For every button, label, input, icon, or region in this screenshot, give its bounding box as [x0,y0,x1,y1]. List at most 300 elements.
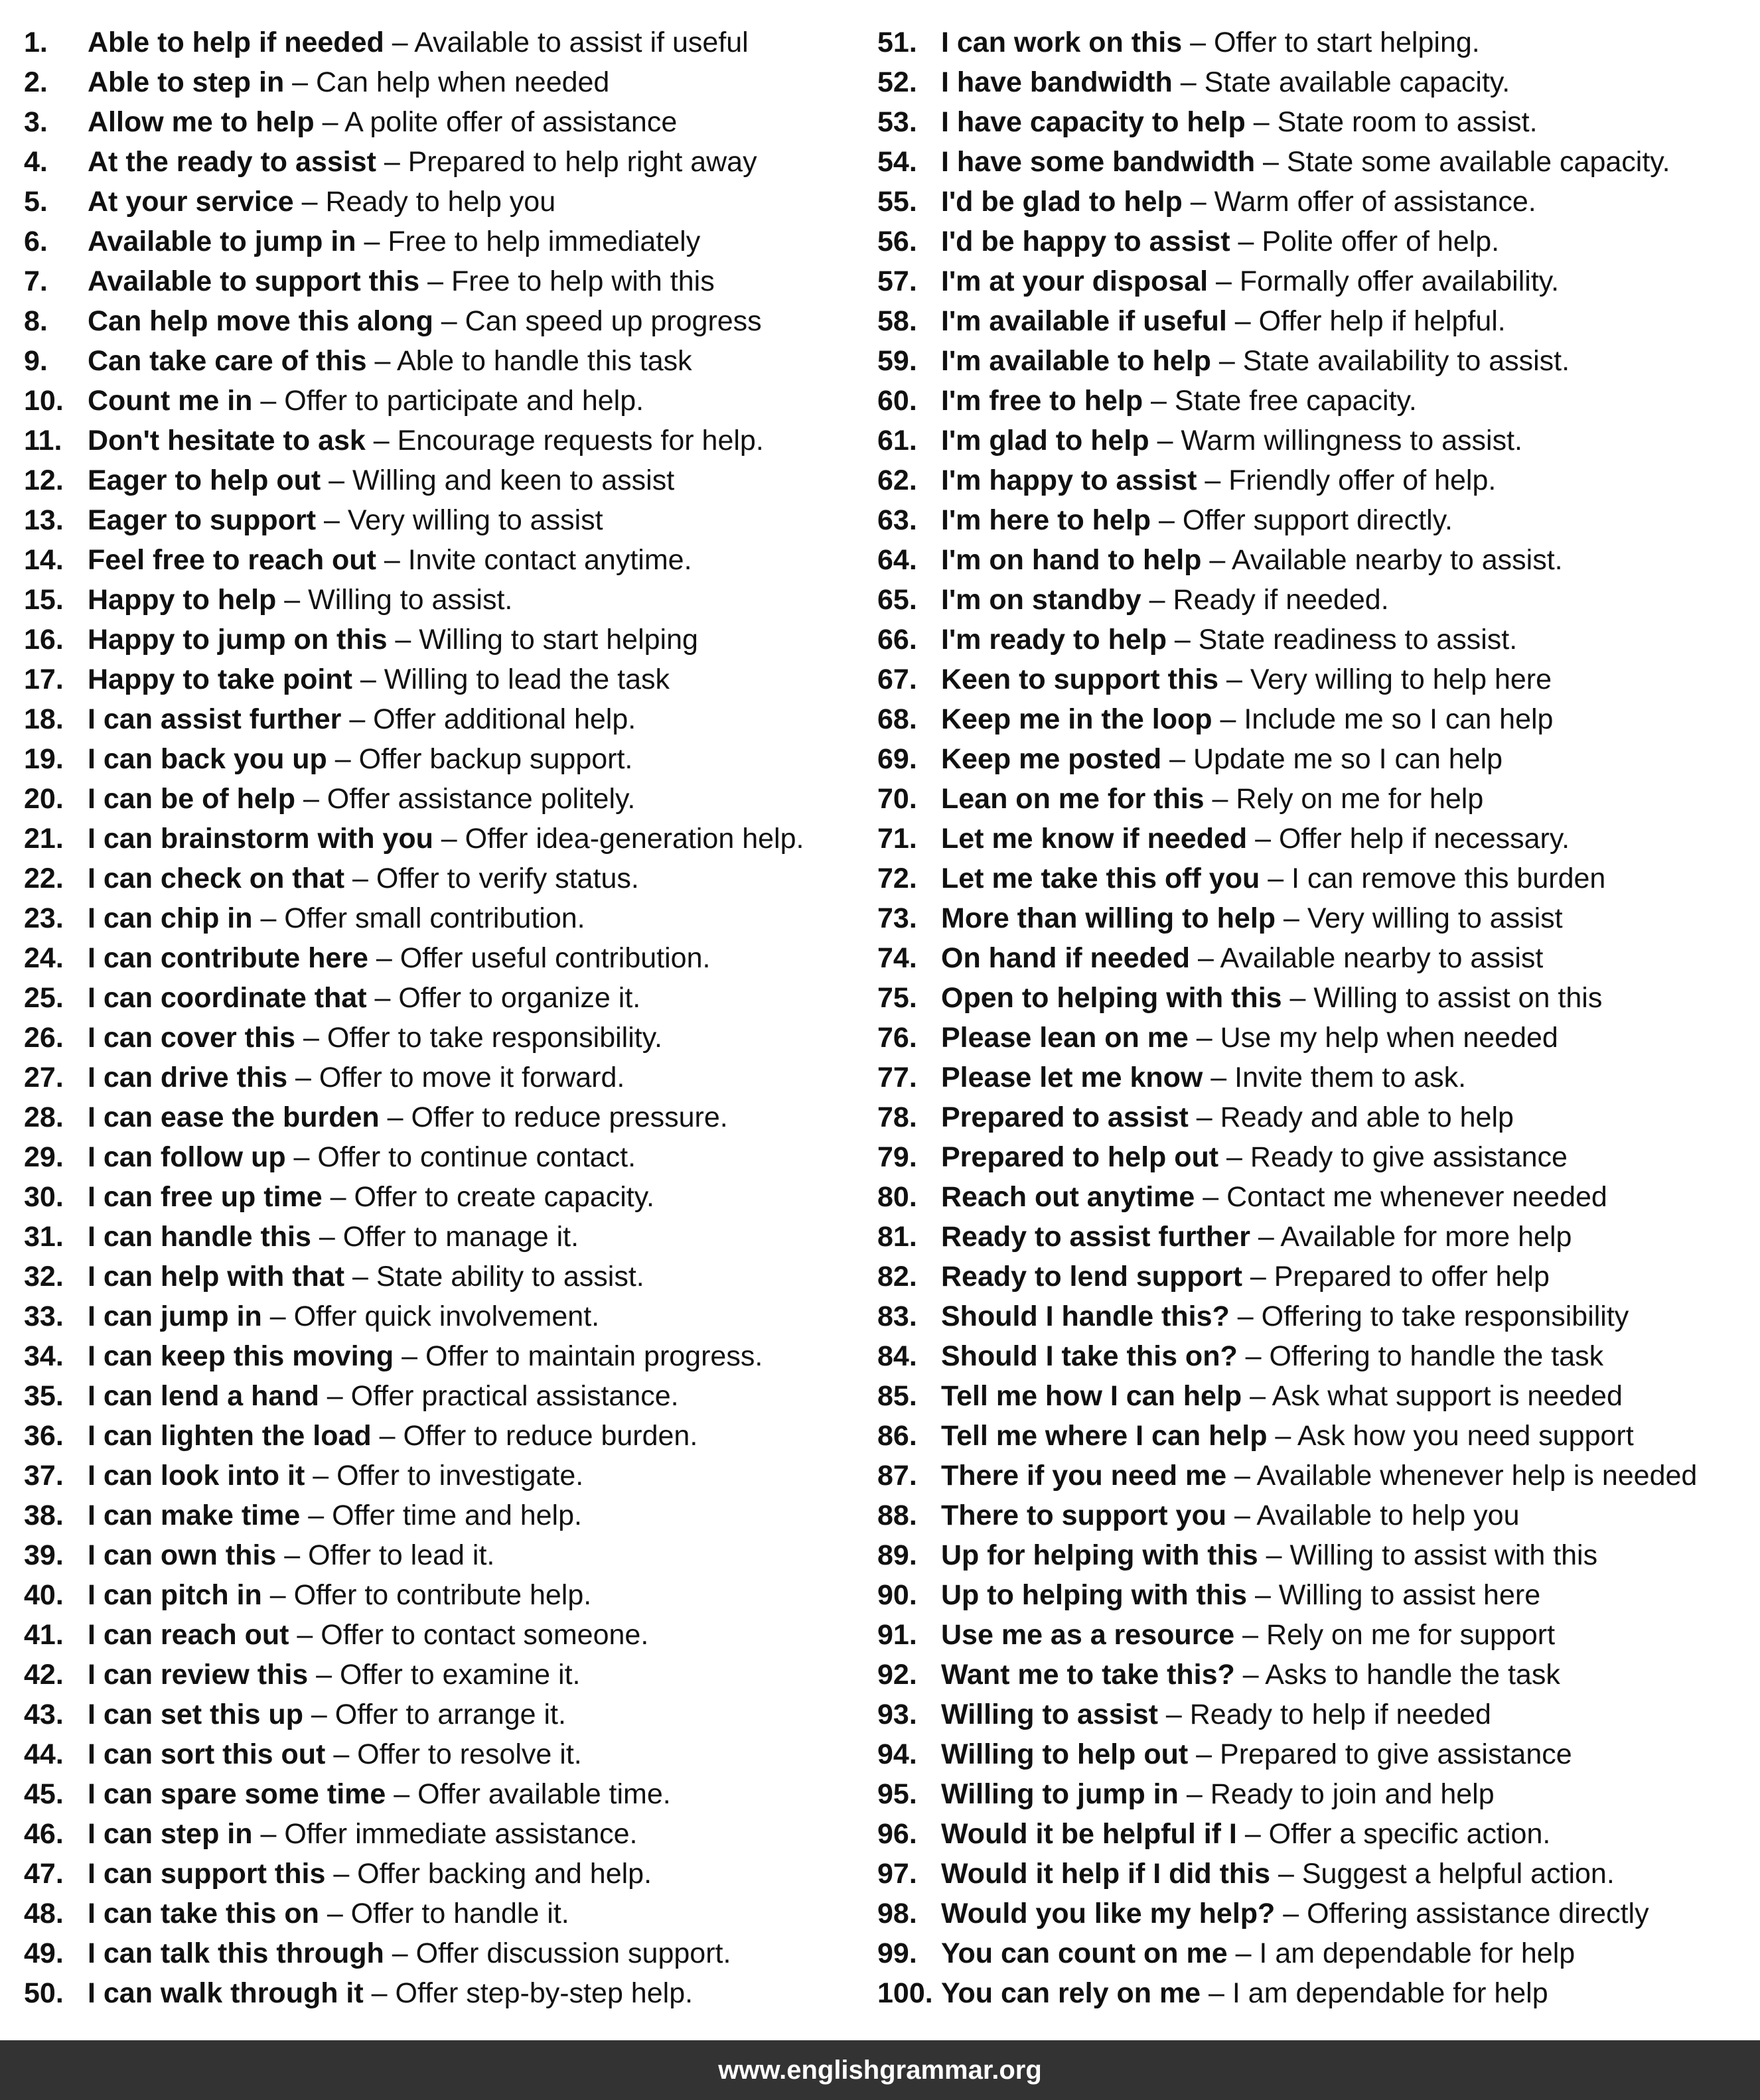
item-phrase: Can take care of this [88,345,367,377]
item-description: – I am dependable for help [1227,1937,1576,1969]
item-description: – Ready to help if needed [1157,1699,1491,1730]
item-number: 81. [877,1221,917,1253]
item-description: – Offer additional help. [341,703,636,735]
item-number: 66. [877,624,917,656]
item-description: – Invite contact anytime. [376,544,692,576]
item-phrase: Don't hesitate to ask [88,425,366,456]
item-phrase: I can pitch in [88,1579,262,1611]
item-description: – Offer to examine it. [308,1659,581,1691]
item-number: 56. [877,226,917,257]
item-description: – Ask what support is needed [1242,1380,1623,1412]
list-item [24,1734,867,1774]
item-description: – Very willing to assist [1276,902,1563,934]
item-phrase: Prepared to help out [941,1141,1219,1173]
item-number: 90. [877,1579,917,1611]
item-number: 42. [24,1659,64,1691]
list-item [877,859,1753,898]
item-phrase: I'm available to help [941,345,1211,377]
item-phrase: I can contribute here [88,942,368,974]
item-number: 61. [877,425,917,456]
item-phrase: Lean on me for this [941,783,1205,815]
item-phrase: I can check on that [88,863,345,894]
list-item [877,779,1753,819]
item-number: 9. [24,345,48,377]
list-item [877,1575,1753,1615]
item-phrase: Able to help if needed [88,27,384,58]
item-description: – Offer immediate assistance. [252,1818,638,1850]
item-description: – Offer to continue contact. [285,1141,636,1173]
item-description: – Ready to help you [293,186,556,218]
item-description: – Offer a specific action. [1236,1818,1551,1850]
item-description: – Contact me whenever needed [1195,1181,1607,1213]
item-number: 40. [24,1579,64,1611]
item-description: – Rely on me for help [1204,783,1484,815]
list-item [24,261,867,301]
list-item [877,1933,1753,1973]
item-description: – State availability to assist. [1210,345,1570,377]
list-item [877,301,1753,341]
item-phrase: I'm glad to help [941,425,1149,456]
item-number: 51. [877,27,917,58]
item-phrase: Please let me know [941,1062,1203,1093]
item-description: – Offer available time. [386,1778,671,1810]
list-item [877,421,1753,460]
list-item [24,460,867,500]
item-description: – Willing to start helping [387,624,698,656]
item-phrase: I'm happy to assist [941,464,1197,496]
list-item [24,1296,867,1336]
item-description: – Offer time and help. [300,1500,582,1531]
item-description: – Offer help if helpful. [1226,305,1506,337]
item-description: – Ready and able to help [1188,1101,1514,1133]
list-item [877,341,1753,381]
item-number: 47. [24,1858,64,1890]
list-item [877,1615,1753,1655]
item-number: 84. [877,1340,917,1372]
item-description: – Use my help when needed [1188,1022,1558,1054]
item-number: 98. [877,1898,917,1929]
item-description: – Offer to start helping. [1182,27,1480,58]
list-item [877,1137,1753,1177]
item-number: 49. [24,1937,64,1969]
item-number: 93. [877,1699,917,1730]
list-item [877,1336,1753,1376]
item-description: – Ready if needed. [1141,584,1389,616]
item-description: – State free capacity. [1143,385,1417,417]
list-item [877,1058,1753,1097]
item-phrase: There if you need me [941,1460,1227,1492]
item-phrase: I'd be happy to assist [941,226,1230,257]
item-phrase: I can lend a hand [88,1380,319,1412]
list-item [877,739,1753,779]
item-description: – Offer assistance politely. [295,783,636,815]
item-number: 78. [877,1101,917,1133]
item-number: 94. [877,1738,917,1770]
list-item [877,222,1753,261]
item-phrase: I'm available if useful [941,305,1227,337]
list-item [24,1018,867,1058]
item-description: – Very willing to assist [316,504,603,536]
item-phrase: Available to jump in [88,226,356,257]
list-item [24,142,867,182]
item-phrase: I can step in [88,1818,253,1850]
item-phrase: Ready to lend support [941,1261,1242,1293]
list-item [877,1774,1753,1814]
item-description: – Warm offer of assistance. [1182,186,1536,218]
list-item [24,1655,867,1695]
item-number: 71. [877,823,917,855]
list-item [24,1575,867,1615]
item-description: – Available nearby to assist [1190,942,1544,974]
list-item [877,540,1753,580]
item-number: 29. [24,1141,64,1173]
list-item [24,1774,867,1814]
item-phrase: I'm here to help [941,504,1151,536]
item-phrase: Eager to help out [88,464,321,496]
item-description: – Offer discussion support. [384,1937,731,1969]
item-number: 74. [877,942,917,974]
item-description: – Prepared to offer help [1242,1261,1550,1293]
item-description: – Willing to assist on this [1282,982,1603,1014]
list-item [877,1734,1753,1774]
item-number: 85. [877,1380,917,1412]
item-number: 30. [24,1181,64,1213]
item-number: 22. [24,863,64,894]
list-item [24,620,867,660]
list-item [877,1376,1753,1416]
list-item [24,1933,867,1973]
item-phrase: You can count on me [941,1937,1228,1969]
item-phrase: I have bandwidth [941,66,1173,98]
item-number: 15. [24,584,64,616]
list-item [877,1296,1753,1336]
item-description: – Willing to assist with this [1258,1539,1598,1571]
item-description: – I can remove this burden [1260,863,1606,894]
item-number: 6. [24,226,48,257]
list-item [877,1695,1753,1734]
item-phrase: I can cover this [88,1022,296,1054]
list-item [877,1894,1753,1933]
item-phrase: More than willing to help [941,902,1276,934]
list-item [877,1097,1753,1137]
item-phrase: At your service [88,186,294,218]
item-number: 12. [24,464,64,496]
item-description: – Offer to lead it. [276,1539,495,1571]
item-description: – Ready to give assistance [1218,1141,1568,1173]
list-item [877,261,1753,301]
list-item [877,978,1753,1018]
item-number: 18. [24,703,64,735]
item-phrase: Feel free to reach out [88,544,376,576]
left-column [24,23,867,2013]
item-phrase: Available to support this [88,265,420,297]
item-phrase: Would it be helpful if I [941,1818,1237,1850]
item-description: – Free to help immediately [356,226,701,257]
website-url: www.englishgrammar.org [718,2055,1042,2085]
list-item [877,1456,1753,1496]
item-phrase: I can set this up [88,1699,303,1730]
list-item [24,978,867,1018]
item-number: 92. [877,1659,917,1691]
list-item [24,1097,867,1137]
list-item [24,500,867,540]
list-item [877,660,1753,699]
item-number: 27. [24,1062,64,1093]
item-description: – Offer to reduce burden. [371,1420,698,1452]
footer-bar [0,2040,1760,2100]
item-number: 35. [24,1380,64,1412]
list-item [24,62,867,102]
item-description: – Offer help if necessary. [1247,823,1570,855]
item-number: 31. [24,1221,64,1253]
item-phrase: I'm free to help [941,385,1143,417]
item-number: 24. [24,942,64,974]
item-description: – Can help when needed [284,66,610,98]
item-description: – Willing to assist. [276,584,513,616]
item-description: – Available whenever help is needed [1226,1460,1698,1492]
item-description: – Offer to arrange it. [303,1699,566,1730]
item-description: – State ability to assist. [344,1261,644,1293]
item-description: – Free to help with this [419,265,715,297]
item-number: 28. [24,1101,64,1133]
item-number: 82. [877,1261,917,1293]
list-item [877,938,1753,978]
list-item [877,1416,1753,1456]
item-description: – Able to handle this task [366,345,692,377]
item-description: – State room to assist. [1245,106,1538,138]
item-description: – Update me so I can help [1161,743,1503,775]
list-item [24,779,867,819]
list-item [24,1257,867,1296]
item-phrase: Allow me to help [88,106,315,138]
item-description: – Offer practical assistance. [319,1380,679,1412]
item-number: 2. [24,66,48,98]
item-number: 62. [877,464,917,496]
item-description: – Ready to join and help [1178,1778,1495,1810]
item-number: 44. [24,1738,64,1770]
item-number: 97. [877,1858,917,1890]
item-number: 1. [24,27,48,58]
item-phrase: I can assist further [88,703,342,735]
list-item [877,381,1753,421]
item-phrase: Let me take this off you [941,863,1260,894]
item-number: 34. [24,1340,64,1372]
list-item [24,699,867,739]
item-number: 20. [24,783,64,815]
list-item [24,1695,867,1734]
item-phrase: I can drive this [88,1062,288,1093]
item-phrase: I can help with that [88,1261,345,1293]
item-number: 8. [24,305,48,337]
item-phrase: I can own this [88,1539,277,1571]
item-description: – Willing to assist here [1247,1579,1541,1611]
item-description: – Offer small contribution. [252,902,585,934]
list-item [24,898,867,938]
item-phrase: I have some bandwidth [941,146,1256,178]
list-item [877,1973,1753,2013]
list-item [24,222,867,261]
item-phrase: At the ready to assist [88,146,376,178]
item-description: – Offer to create capacity. [322,1181,654,1213]
list-item [877,460,1753,500]
item-number: 89. [877,1539,917,1571]
list-item [877,1854,1753,1894]
item-number: 70. [877,783,917,815]
item-phrase: I can handle this [88,1221,311,1253]
item-phrase: I can support this [88,1858,326,1890]
item-number: 50. [24,1977,64,2009]
item-description: – Prepared to help right away [376,146,757,178]
item-number: 39. [24,1539,64,1571]
item-description: – State some available capacity. [1255,146,1670,178]
item-number: 59. [877,345,917,377]
item-number: 7. [24,265,48,297]
item-phrase: Willing to jump in [941,1778,1179,1810]
item-number: 3. [24,106,48,138]
list-item [877,142,1753,182]
list-item [24,660,867,699]
item-description: – Available to assist if useful [384,27,749,58]
item-description: – Offer to reduce pressure. [379,1101,728,1133]
item-number: 76. [877,1022,917,1054]
item-description: – Rely on me for support [1234,1619,1556,1651]
item-phrase: Open to helping with this [941,982,1282,1014]
item-phrase: I can spare some time [88,1778,386,1810]
item-phrase: You can rely on me [941,1977,1201,2009]
list-item [24,1217,867,1257]
item-phrase: I can brainstorm with you [88,823,433,855]
item-description: – Suggest a helpful action. [1270,1858,1615,1890]
item-number: 68. [877,703,917,735]
item-phrase: I have capacity to help [941,106,1246,138]
item-phrase: I can ease the burden [88,1101,380,1133]
item-phrase: Should I handle this? [941,1300,1230,1332]
item-description: – Available for more help [1250,1221,1572,1253]
item-number: 41. [24,1619,64,1651]
item-number: 60. [877,385,917,417]
item-number: 91. [877,1619,917,1651]
item-phrase: I can take this on [88,1898,319,1929]
item-description: – Offer to move it forward. [287,1062,625,1093]
list-item [24,1854,867,1894]
list-item [24,1814,867,1854]
item-number: 67. [877,664,917,695]
item-number: 48. [24,1898,64,1929]
item-phrase: Up to helping with this [941,1579,1247,1611]
item-description: – Can speed up progress [433,305,762,337]
item-number: 19. [24,743,64,775]
item-number: 37. [24,1460,64,1492]
item-description: – A polite offer of assistance [314,106,678,138]
item-phrase: I'm at your disposal [941,265,1209,297]
item-phrase: I can coordinate that [88,982,367,1014]
item-phrase: Tell me how I can help [941,1380,1242,1412]
list-item [877,1535,1753,1575]
item-phrase: I can reach out [88,1619,289,1651]
item-phrase: Use me as a resource [941,1619,1235,1651]
item-phrase: I can lighten the load [88,1420,372,1452]
item-description: – Offer to contact someone. [289,1619,649,1651]
item-description: – Offer to organize it. [366,982,641,1014]
list-item [24,381,867,421]
item-number: 80. [877,1181,917,1213]
item-phrase: Keep me posted [941,743,1162,775]
list-item [24,102,867,142]
item-number: 45. [24,1778,64,1810]
item-number: 14. [24,544,64,576]
phrase-list [0,23,1760,2010]
list-item [24,341,867,381]
item-phrase: I can chip in [88,902,253,934]
item-description: – Include me so I can help [1212,703,1554,735]
item-phrase: I can follow up [88,1141,286,1173]
list-item [877,699,1753,739]
item-description: – Offer backup support. [327,743,633,775]
item-phrase: I can look into it [88,1460,305,1492]
item-phrase: Willing to assist [941,1699,1158,1730]
item-number: 77. [877,1062,917,1093]
list-item [877,1177,1753,1217]
list-item [24,1137,867,1177]
item-description: – Offer useful contribution. [368,942,711,974]
item-description: – Offer to verify status. [344,863,639,894]
item-number: 43. [24,1699,64,1730]
item-description: – Offer to contribute help. [261,1579,592,1611]
item-description: – Encourage requests for help. [365,425,764,456]
item-phrase: Please lean on me [941,1022,1189,1054]
item-phrase: Can help move this along [88,305,433,337]
list-item [877,1217,1753,1257]
item-phrase: I can work on this [941,27,1183,58]
item-description: – Invite them to ask. [1203,1062,1467,1093]
list-item [24,819,867,859]
list-item [24,1336,867,1376]
item-number: 88. [877,1500,917,1531]
item-description: – Offer to maintain progress. [394,1340,763,1372]
item-number: 17. [24,664,64,695]
item-number: 57. [877,265,917,297]
item-phrase: Happy to help [88,584,277,616]
item-phrase: Would you like my help? [941,1898,1276,1929]
item-phrase: I'm ready to help [941,624,1167,656]
item-number: 75. [877,982,917,1014]
list-item [877,500,1753,540]
list-item [877,580,1753,620]
list-item [877,1257,1753,1296]
item-number: 5. [24,186,48,218]
list-item [24,540,867,580]
list-item [24,1416,867,1456]
list-item [24,301,867,341]
list-item [877,1018,1753,1058]
item-number: 79. [877,1141,917,1173]
list-item [877,898,1753,938]
list-item [24,1496,867,1535]
item-phrase: Reach out anytime [941,1181,1195,1213]
item-number: 26. [24,1022,64,1054]
list-item [877,23,1753,62]
item-description: – Offering to take responsibility [1229,1300,1629,1332]
item-number: 52. [877,66,917,98]
item-number: 95. [877,1778,917,1810]
list-item [877,102,1753,142]
list-item [24,1894,867,1933]
item-phrase: I can be of help [88,783,295,815]
item-number: 83. [877,1300,917,1332]
item-description: – Polite offer of help. [1230,226,1500,257]
item-number: 21. [24,823,64,855]
item-description: – Willing to lead the task [352,664,670,695]
